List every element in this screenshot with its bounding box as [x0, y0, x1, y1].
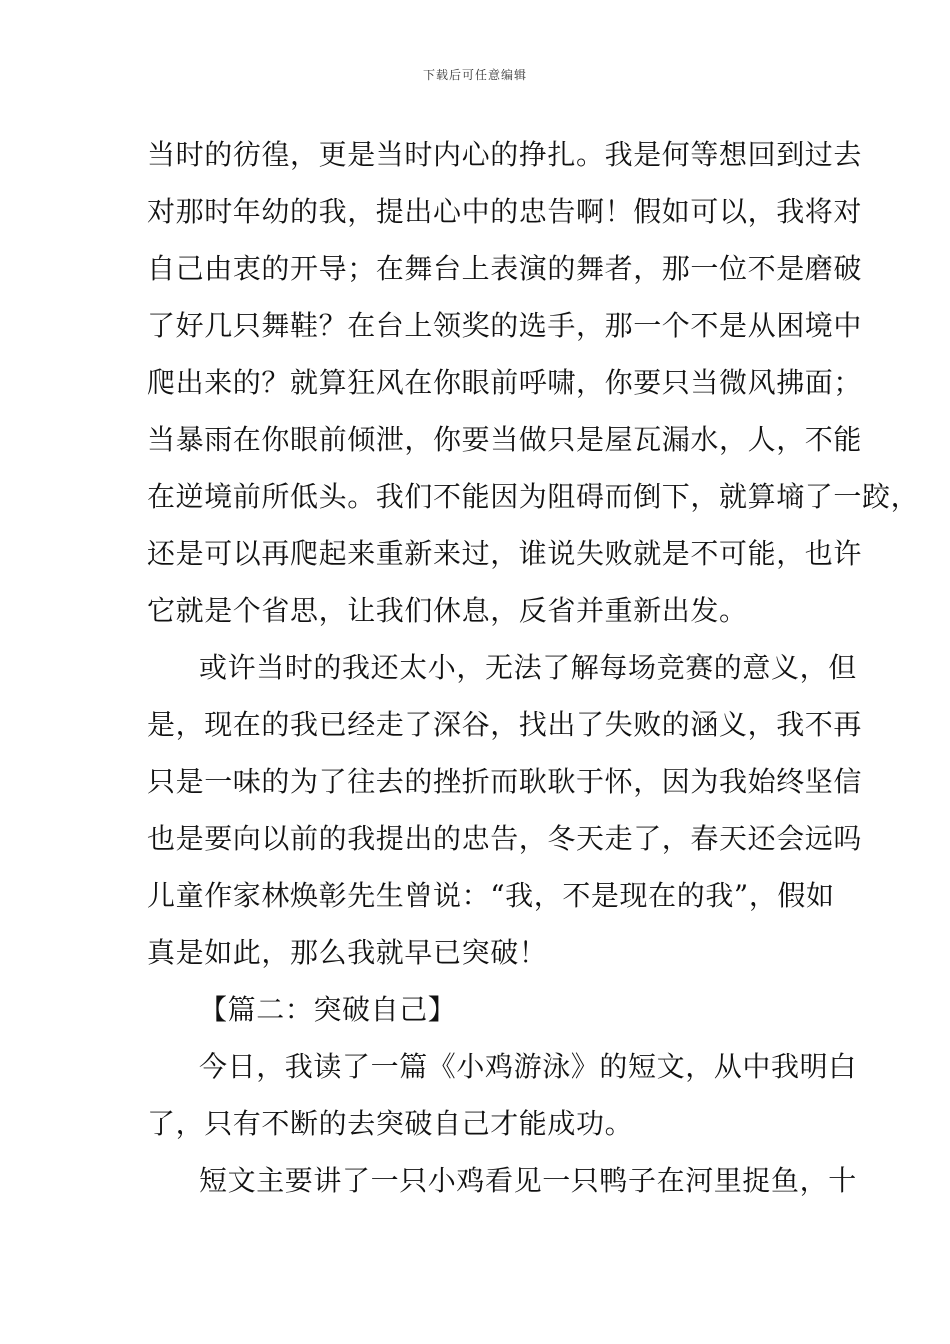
- text-line: 了好几只舞鞋？在台上领奖的选手，那一个不是从困境中: [147, 309, 863, 342]
- text-line: 儿童作家林焕彰先生曾说：“我，不是现在的我”，假如: [147, 879, 835, 912]
- text-line: 也是要向以前的我提出的忠告，冬天走了，春天还会远吗: [147, 822, 863, 855]
- text-line: 了，只有不断的去突破自己才能成功。: [147, 1107, 634, 1140]
- text-line: 还是可以再爬起来重新来过，谁说失败就是不可能，也许: [147, 537, 863, 570]
- text-line: 当暴雨在你眼前倾泄，你要当做只是屋瓦漏水，人，不能: [147, 423, 863, 456]
- text-line: 只是一味的为了往去的挫折而耿耿于怀，因为我始终坚信: [147, 765, 863, 798]
- text-line: 是，现在的我已经走了深谷，找出了失败的涵义，我不再: [147, 708, 863, 741]
- text-line: 真是如此，那么我就早已突破！: [147, 936, 548, 969]
- text-line: 在逆境前所低头。我们不能因为阻碍而倒下，就算墒了一跤，: [147, 480, 920, 513]
- paragraph-start-line: 短文主要讲了一只小鸡看见一只鸭子在河里捉鱼，十: [199, 1164, 857, 1197]
- text-line: 自己由衷的开导；在舞台上表演的舞者，那一位不是磨破: [147, 252, 863, 285]
- paragraph-start-line: 或许当时的我还太小，无法了解每场竞赛的意义，但: [199, 651, 857, 684]
- page-header: 下载后可任意编辑: [422, 68, 527, 82]
- text-line: 对那时年幼的我，提出心中的忠告啊！假如可以，我将对: [147, 195, 863, 228]
- section-heading: 【篇二：突破自己】: [199, 993, 457, 1026]
- text-line: 它就是个省思，让我们休息，反省并重新出发。: [147, 594, 748, 627]
- document-body: [147, 126, 920, 1209]
- text-line: 爬出来的？就算狂风在你眼前呼啸，你要只当微风拂面；: [147, 366, 863, 399]
- text-line: 当时的彷徨，更是当时内心的挣扎。我是何等想回到过去: [147, 138, 863, 171]
- paragraph-start-line: 今日，我读了一篇《小鸡游泳》的短文，从中我明白: [199, 1050, 857, 1083]
